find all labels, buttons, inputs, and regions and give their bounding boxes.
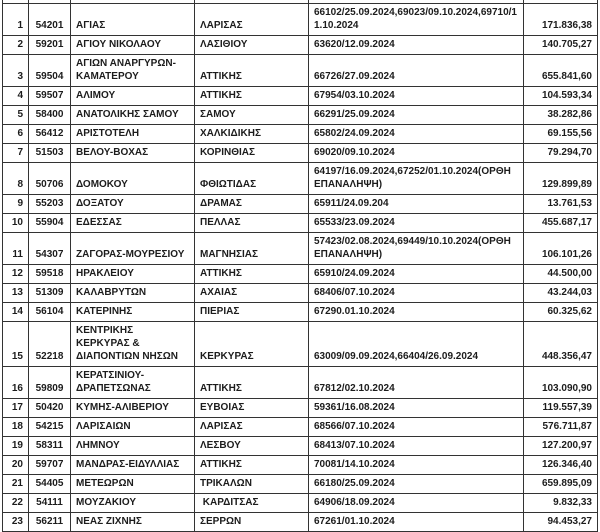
municipality-cell: ΑΡΙΣΤΟΤΕΛΗ <box>71 125 195 144</box>
region-cell: ΛΑΡΙΣΑΣ <box>195 4 309 36</box>
municipality-cell: ΛΗΜΝΟΥ <box>71 437 195 456</box>
amount-cell: 659.895,09 <box>524 475 598 494</box>
region-cell: ΑΤΤΙΚΗΣ <box>195 367 309 399</box>
table-row <box>3 125 598 144</box>
code-cell: 54307 <box>29 233 71 265</box>
row-number-cell: 14 <box>3 303 29 322</box>
municipality-cell: ΑΝΑΤΟΛΙΚΗΣ ΣΑΜΟΥ <box>71 106 195 125</box>
region-cell: ΑΤΤΙΚΗΣ <box>195 265 309 284</box>
code-cell: 52218 <box>29 322 71 367</box>
row-number-cell: 5 <box>3 106 29 125</box>
row-number-cell: 20 <box>3 456 29 475</box>
region-cell: ΚΑΡΔΙΤΣΑΣ <box>195 494 309 513</box>
documents-cell: 65802/24.09.2024 <box>309 125 524 144</box>
document-page <box>2 0 598 532</box>
municipality-cell: ΗΡΑΚΛΕΙΟΥ <box>71 265 195 284</box>
code-cell: 51309 <box>29 284 71 303</box>
row-number-cell: 6 <box>3 125 29 144</box>
table-row <box>3 233 598 265</box>
table-row <box>3 214 598 233</box>
amount-cell: 106.101,26 <box>524 233 598 265</box>
region-cell: ΑΧΑΙΑΣ <box>195 284 309 303</box>
documents-cell: 67954/03.10.2024 <box>309 87 524 106</box>
municipality-cell: ΚΑΤΕΡΙΝΗΣ <box>71 303 195 322</box>
documents-cell: 65910/24.09.2024 <box>309 265 524 284</box>
region-cell: ΛΕΣΒΟΥ <box>195 437 309 456</box>
allocation-table <box>2 0 598 532</box>
documents-cell: 63620/12.09.2024 <box>309 36 524 55</box>
row-number-cell: 16 <box>3 367 29 399</box>
region-cell: ΑΤΤΙΚΗΣ <box>195 456 309 475</box>
table-row <box>3 437 598 456</box>
code-cell: 51503 <box>29 144 71 163</box>
code-cell: 56104 <box>29 303 71 322</box>
region-cell: ΑΤΤΙΚΗΣ <box>195 55 309 87</box>
region-cell: ΧΑΛΚΙΔΙΚΗΣ <box>195 125 309 144</box>
documents-cell: 66102/25.09.2024,69023/09.10.2024,69710/11.10.2024 <box>309 4 524 36</box>
documents-cell: 67290.01.10.2024 <box>309 303 524 322</box>
table-body <box>3 0 598 532</box>
amount-cell: 448.356,47 <box>524 322 598 367</box>
municipality-cell: ΚΕΝΤΡΙΚΗΣ ΚΕΡΚΥΡΑΣ & ΔΙΑΠΟΝΤΙΩΝ ΝΗΣΩΝ <box>71 322 195 367</box>
table-row <box>3 456 598 475</box>
code-cell: 50706 <box>29 163 71 195</box>
code-cell: 58311 <box>29 437 71 456</box>
table-row <box>3 303 598 322</box>
municipality-cell: ΔΟΜΟΚΟΥ <box>71 163 195 195</box>
code-cell: 55203 <box>29 195 71 214</box>
table-row <box>3 55 598 87</box>
municipality-cell: ΑΓΙΟΥ ΝΙΚΟΛΑΟΥ <box>71 36 195 55</box>
documents-cell: 59361/16.08.2024 <box>309 399 524 418</box>
amount-cell: 43.244,03 <box>524 284 598 303</box>
region-cell: ΚΟΡΙΝΘΙΑΣ <box>195 144 309 163</box>
municipality-cell: ΚΕΡΑΤΣΙΝΙΟΥ-ΔΡΑΠΕΤΣΩΝΑΣ <box>71 367 195 399</box>
region-cell: ΚΕΡΚΥΡΑΣ <box>195 322 309 367</box>
table-row <box>3 399 598 418</box>
municipality-cell: ΑΛΙΜΟΥ <box>71 87 195 106</box>
row-number-cell: 9 <box>3 195 29 214</box>
table-row <box>3 144 598 163</box>
municipality-cell: ΑΓΙΩΝ ΑΝΑΡΓΥΡΩΝ-ΚΑΜΑΤΕΡΟΥ <box>71 55 195 87</box>
code-cell: 54215 <box>29 418 71 437</box>
amount-cell: 171.836,38 <box>524 4 598 36</box>
amount-cell: 69.155,56 <box>524 125 598 144</box>
code-cell: 54111 <box>29 494 71 513</box>
amount-cell: 126.346,40 <box>524 456 598 475</box>
municipality-cell: ΜΟΥΖΑΚΙΟΥ <box>71 494 195 513</box>
row-number-cell: 13 <box>3 284 29 303</box>
region-cell: ΠΙΕΡΙΑΣ <box>195 303 309 322</box>
row-number-cell: 12 <box>3 265 29 284</box>
amount-cell: 655.841,60 <box>524 55 598 87</box>
row-number-cell: 4 <box>3 87 29 106</box>
table-row <box>3 284 598 303</box>
amount-cell: 119.557,39 <box>524 399 598 418</box>
municipality-cell: ΖΑΓΟΡΑΣ-ΜΟΥΡΕΣΙΟΥ <box>71 233 195 265</box>
region-cell: ΠΕΛΛΑΣ <box>195 214 309 233</box>
amount-cell: 127.200,97 <box>524 437 598 456</box>
municipality-cell: ΜΕΤΕΩΡΩΝ <box>71 475 195 494</box>
amount-cell: 140.705,27 <box>524 36 598 55</box>
code-cell: 58400 <box>29 106 71 125</box>
row-number-cell: 18 <box>3 418 29 437</box>
row-number-cell: 3 <box>3 55 29 87</box>
table-row <box>3 494 598 513</box>
amount-cell: 104.593,34 <box>524 87 598 106</box>
row-number-cell: 2 <box>3 36 29 55</box>
code-cell: 56412 <box>29 125 71 144</box>
amount-cell: 576.711,87 <box>524 418 598 437</box>
documents-cell: 65533/23.09.2024 <box>309 214 524 233</box>
table-row <box>3 106 598 125</box>
municipality-cell: ΛΑΡΙΣΑΙΩΝ <box>71 418 195 437</box>
documents-cell: 68566/07.10.2024 <box>309 418 524 437</box>
row-number-cell: 17 <box>3 399 29 418</box>
region-cell: ΣΕΡΡΩΝ <box>195 513 309 532</box>
amount-cell: 38.282,86 <box>524 106 598 125</box>
documents-cell: 68413/07.10.2024 <box>309 437 524 456</box>
table-row <box>3 195 598 214</box>
table-row <box>3 36 598 55</box>
code-cell: 56211 <box>29 513 71 532</box>
region-cell: ΤΡΙΚΑΛΩΝ <box>195 475 309 494</box>
documents-cell: 67261/01.10.2024 <box>309 513 524 532</box>
municipality-cell: ΔΟΞΑΤΟΥ <box>71 195 195 214</box>
amount-cell: 13.761,53 <box>524 195 598 214</box>
code-cell: 59504 <box>29 55 71 87</box>
municipality-cell: ΚΑΛΑΒΡΥΤΩΝ <box>71 284 195 303</box>
documents-cell: 65911/24.09.204 <box>309 195 524 214</box>
code-cell: 59507 <box>29 87 71 106</box>
region-cell: ΛΑΡΙΣΑΣ <box>195 418 309 437</box>
region-cell: ΣΑΜΟΥ <box>195 106 309 125</box>
code-cell: 59707 <box>29 456 71 475</box>
row-number-cell: 7 <box>3 144 29 163</box>
table-row <box>3 367 598 399</box>
row-number-cell: 8 <box>3 163 29 195</box>
row-number-cell: 22 <box>3 494 29 513</box>
row-number-cell: 11 <box>3 233 29 265</box>
municipality-cell: ΒΕΛΟΥ-ΒΟΧΑΣ <box>71 144 195 163</box>
region-cell: ΑΤΤΙΚΗΣ <box>195 87 309 106</box>
documents-cell: 69020/09.10.2024 <box>309 144 524 163</box>
code-cell: 55904 <box>29 214 71 233</box>
amount-cell: 94.453,27 <box>524 513 598 532</box>
table-row <box>3 418 598 437</box>
municipality-cell: ΜΑΝΔΡΑΣ-ΕΙΔΥΛΛΙΑΣ <box>71 456 195 475</box>
documents-cell: 64906/18.09.2024 <box>309 494 524 513</box>
documents-cell: 66180/25.09.2024 <box>309 475 524 494</box>
row-number-cell: 21 <box>3 475 29 494</box>
code-cell: 50420 <box>29 399 71 418</box>
amount-cell: 455.687,17 <box>524 214 598 233</box>
amount-cell: 79.294,70 <box>524 144 598 163</box>
table-row <box>3 475 598 494</box>
code-cell: 59809 <box>29 367 71 399</box>
row-number-cell: 10 <box>3 214 29 233</box>
amount-cell: 129.899,89 <box>524 163 598 195</box>
row-number-cell: 23 <box>3 513 29 532</box>
table-row <box>3 265 598 284</box>
code-cell: 59201 <box>29 36 71 55</box>
table-row <box>3 87 598 106</box>
municipality-cell: ΑΓΙΑΣ <box>71 4 195 36</box>
region-cell: ΔΡΑΜΑΣ <box>195 195 309 214</box>
code-cell: 54201 <box>29 4 71 36</box>
table-row <box>3 4 598 36</box>
row-number-cell: 1 <box>3 4 29 36</box>
amount-cell: 44.500,00 <box>524 265 598 284</box>
amount-cell: 9.832,33 <box>524 494 598 513</box>
documents-cell: 68406/07.10.2024 <box>309 284 524 303</box>
region-cell: ΛΑΣΙΘΙΟΥ <box>195 36 309 55</box>
region-cell: ΕΥΒΟΙΑΣ <box>195 399 309 418</box>
table-row <box>3 163 598 195</box>
region-cell: ΦΘΙΩΤΙΔΑΣ <box>195 163 309 195</box>
table-row <box>3 322 598 367</box>
documents-cell: 70081/14.10.2024 <box>309 456 524 475</box>
municipality-cell: ΕΔΕΣΣΑΣ <box>71 214 195 233</box>
documents-cell: 64197/16.09.2024,67252/01.10.2024(ΟΡΘΗ ΕΠΑΝΑΛΗΨΗ) <box>309 163 524 195</box>
documents-cell: 63009/09.09.2024,66404/26.09.2024 <box>309 322 524 367</box>
documents-cell: 66726/27.09.2024 <box>309 55 524 87</box>
municipality-cell: ΚΥΜΗΣ-ΑΛΙΒΕΡΙΟΥ <box>71 399 195 418</box>
municipality-cell: ΝΕΑΣ ΖΙΧΝΗΣ <box>71 513 195 532</box>
documents-cell: 66291/25.09.2024 <box>309 106 524 125</box>
documents-cell: 67812/02.10.2024 <box>309 367 524 399</box>
amount-cell: 103.090,90 <box>524 367 598 399</box>
row-number-cell: 15 <box>3 322 29 367</box>
documents-cell: 57423/02.08.2024,69449/10.10.2024(ΟΡΘΗ ΕΠΑΝΑΛΗΨΗ) <box>309 233 524 265</box>
code-cell: 54405 <box>29 475 71 494</box>
row-number-cell: 19 <box>3 437 29 456</box>
amount-cell: 60.325,62 <box>524 303 598 322</box>
region-cell: ΜΑΓΝΗΣΙΑΣ <box>195 233 309 265</box>
code-cell: 59518 <box>29 265 71 284</box>
